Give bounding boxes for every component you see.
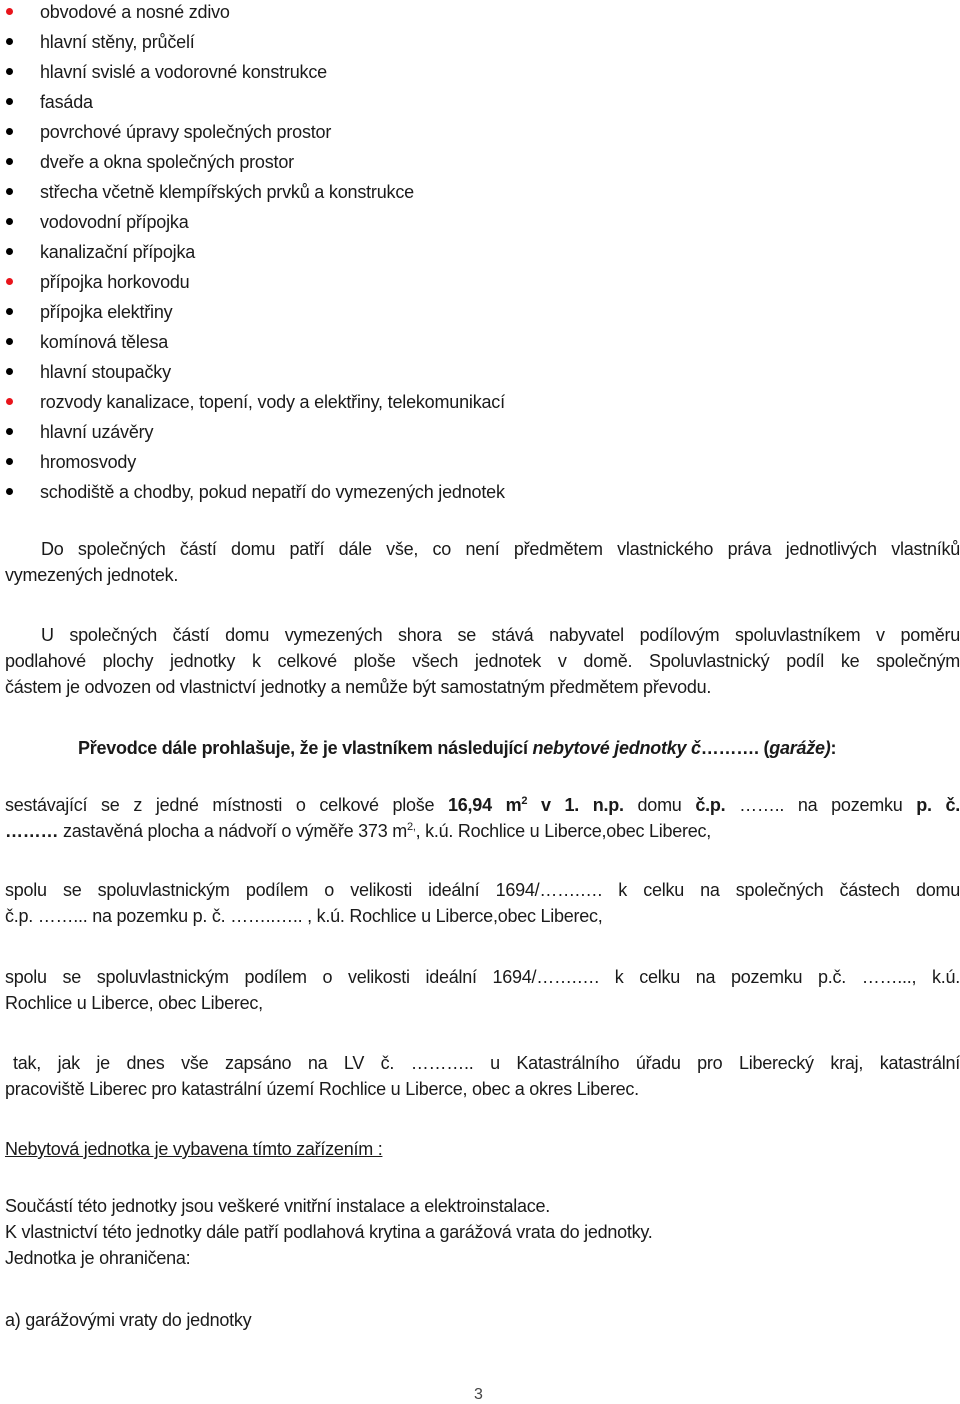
- bullet-dot-icon: [6, 128, 13, 135]
- paragraph-line: spolu se spoluvlastnickým podílem o velikosti ideální 1694/…….…. k celku na pozemku p.č. ……..., k.ú.: [5, 967, 960, 987]
- bullet-dot-icon: [6, 8, 13, 15]
- declaration-text: Převodce dále prohlašuje, že je vlastníkem následující: [78, 738, 533, 758]
- bullet-text: povrchové úpravy společných prostor: [40, 122, 332, 142]
- text-part: sestávající se z jedné místnosti o celkové ploše: [5, 795, 449, 815]
- bullet-text: rozvody kanalizace, topení, vody a elektřiny, telekomunikací: [40, 392, 505, 412]
- bullet-text: hlavní svislé a vodorovné konstrukce: [40, 62, 327, 82]
- bullet-item: [0, 480, 940, 510]
- bullet-item: [0, 240, 940, 270]
- heading-line: Nebytová jednotka je vybavena tímto zařízením :: [5, 1139, 383, 1159]
- parcel-label: p. č.: [916, 795, 960, 815]
- bullet-item: [0, 60, 940, 90]
- bullet-item: [0, 90, 940, 120]
- floor: v 1. n.p.: [527, 795, 624, 815]
- paragraph-line: [5, 792, 960, 818]
- paragraph-line: K vlastnictví této jednotky dále patří podlahová krytina a garážová vrata do jednotky.: [5, 1222, 653, 1242]
- bullet-item: [0, 450, 940, 480]
- area-value: [448, 795, 624, 815]
- bullet-text: komínová tělesa: [40, 332, 169, 352]
- bullet-dot-icon: [6, 398, 13, 405]
- bullet-item: [0, 150, 940, 180]
- bullet-item: [0, 180, 940, 210]
- paragraph-line: Do společných částí domu patří dále vše, co není předmětem vlastnického práva jednotlivých vlastníků: [41, 539, 960, 559]
- bullet-dot-icon: [6, 338, 13, 345]
- bullet-item: [0, 0, 940, 30]
- bullet-dot-icon: [6, 368, 13, 375]
- paragraph-line: spolu se spoluvlastnickým podílem o velikosti ideální 1694/…….…. k celku na společných částech domu: [5, 880, 960, 900]
- owner-declaration: [78, 735, 958, 761]
- bullet-dot-icon: [6, 188, 13, 195]
- declaration-colon: :: [830, 738, 837, 758]
- bullet-dot-icon: [6, 218, 13, 225]
- area-number: 16,94 m: [448, 795, 522, 815]
- paragraph-line: Součástí této jednotky jsou veškeré vnitřní instalace a elektroinstalace.: [5, 1196, 551, 1216]
- bullet-text: schodiště a chodby, pokud nepatří do vymezených jednotek: [40, 482, 505, 502]
- bullet-item: [0, 120, 940, 150]
- text-part: , k.ú. Rochlice u Liberce,obec Liberec,: [415, 821, 712, 841]
- paragraph-line: U společných částí domu vymezených shora se stává nabyvatel podílovým spoluvlastníkem v poměru: [41, 625, 960, 645]
- text-part: …….. na pozemku: [725, 795, 917, 815]
- bullet-dot-icon: [6, 98, 13, 105]
- paragraph-equipment: [5, 1193, 960, 1271]
- paragraph-cadastre: [5, 1050, 960, 1102]
- page-number: 3: [474, 1386, 483, 1403]
- bullet-dot-icon: [6, 248, 13, 255]
- bullet-text: vodovodní přípojka: [40, 212, 189, 232]
- bullet-dot-icon: [6, 488, 13, 495]
- paragraph-line: [5, 818, 960, 844]
- bullet-item: [0, 210, 940, 240]
- bullet-dot-icon: [6, 278, 13, 285]
- paragraph-line: tak, jak je dnes vše zapsáno na LV č. ……….. u Katastrálního úřadu pro Liberecký kraj, katastrální: [13, 1053, 960, 1073]
- paragraph-line: Jednotka je ohraničena:: [5, 1248, 191, 1268]
- paragraph-line: podlahové plochy jednotky k celkové ploše všech jednotek v domě. Spoluvlastnický podíl ke společným: [5, 651, 960, 671]
- bullet-dot-icon: [6, 68, 13, 75]
- bullet-text: fasáda: [40, 92, 93, 112]
- equipment-heading: [5, 1136, 960, 1162]
- bullet-text: přípojka horkovodu: [40, 272, 190, 292]
- bullet-text: hlavní uzávěry: [40, 422, 154, 442]
- paragraph-line: vymezených jednotek.: [5, 565, 179, 585]
- area-exponent: 2,: [406, 821, 416, 833]
- paragraph-share-land: [5, 964, 960, 1016]
- bullet-text: hlavní stoupačky: [40, 362, 171, 382]
- bullet-item: [0, 270, 940, 300]
- paragraph-line: pracoviště Liberec pro katastrální území Rochlice u Liberce, obec a okres Liberec.: [5, 1079, 639, 1099]
- declaration-line: [78, 735, 958, 761]
- declaration-unit-type: nebytové jednotky č: [532, 738, 701, 758]
- parcel-number-blank: ………: [5, 821, 59, 841]
- paragraph-common-parts: [5, 536, 960, 588]
- declaration-number: ………. (: [700, 738, 770, 758]
- bullet-text: hromosvody: [40, 452, 137, 472]
- bullet-text: kanalizační přípojka: [40, 242, 196, 262]
- bullet-text: dveře a okna společných prostor: [40, 152, 294, 172]
- bullet-item: [0, 30, 940, 60]
- bullet-text: střecha včetně klempířských prvků a konstrukce: [40, 182, 414, 202]
- paragraph-line: částem je odvozen od vlastnictví jednotky a nemůže být samostatným předmětem převodu.: [5, 677, 712, 697]
- bullet-text: obvodové a nosné zdivo: [40, 2, 230, 22]
- boundary-item: [5, 1307, 960, 1333]
- bullet-item: [0, 300, 940, 330]
- building-number-label: č.p.: [695, 795, 726, 815]
- bullet-dot-icon: [6, 158, 13, 165]
- bullet-dot-icon: [6, 428, 13, 435]
- paragraph-unit-description: [5, 792, 960, 844]
- bullet-item: [0, 390, 940, 420]
- bullet-dot-icon: [6, 458, 13, 465]
- bullet-text: hlavní stěny, průčelí: [40, 32, 195, 52]
- bullet-item: [0, 330, 940, 360]
- bullet-dot-icon: [6, 38, 13, 45]
- text-part: zastavěná plocha a nádvoří o výměře 373 m: [58, 821, 407, 841]
- paragraph-co-ownership: [5, 622, 960, 700]
- declaration-garage: garáže): [769, 738, 831, 758]
- text-part: domu: [623, 795, 696, 815]
- bullet-item: [0, 360, 940, 390]
- paragraph-line: Rochlice u Liberce, obec Liberec,: [5, 993, 263, 1013]
- area-exponent: 2: [521, 795, 528, 807]
- bullet-item: [0, 420, 940, 450]
- bullet-dot-icon: [6, 308, 13, 315]
- bullet-text: přípojka elektřiny: [40, 302, 173, 322]
- list-item: a) garážovými vraty do jednotky: [5, 1310, 252, 1330]
- paragraph-share-building: [5, 877, 960, 929]
- paragraph-line: č.p. ……... na pozemku p. č. ……..….. , k.ú. Rochlice u Liberce,obec Liberec,: [5, 906, 603, 926]
